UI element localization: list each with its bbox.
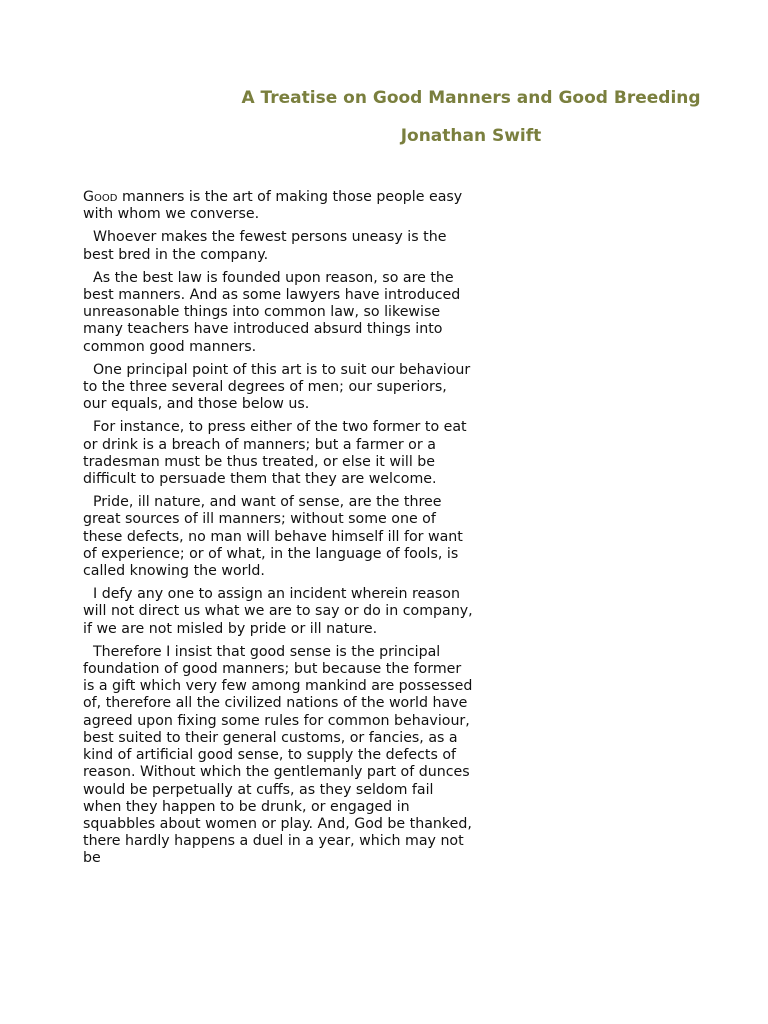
paragraph-6: Pride, ill nature, and want of sense, are the three great sources of ill manners; without some one of these defects, no man will behave himself ill for want of experience; or of what, in the language of fools, is called knowing the world. (83, 494, 463, 580)
drop-word: Good (83, 189, 118, 205)
document-title: A Treatise on Good Manners and Good Breeding (241, 88, 701, 108)
paragraph-3: As the best law is founded upon reason, so are the best manners. And as some lawyers have introduced unreasonable things into common law, so likewise many teachers have introduced absurd things into common good manners. (83, 269, 461, 355)
paragraph-2: Whoever makes the fewest persons uneasy is the best bred in the company. (83, 229, 447, 263)
paragraph-7: I defy any one to assign an incident wherein reason will not direct us what we are to say or do in company, if we are not misled by pride or ill nature. (83, 586, 473, 637)
paragraph-8: Therefore I insist that good sense is the principal foundation of good manners; but because the former is a gift which very few among mankind are possessed of, therefore all the civilized nations of the world have agreed upon fixing some rules for common behaviour, best suited to their general customs, or fancies, as a kind of artificial good sense, to supply the defects of reason. Without which the gentlemanly part of dunces would be perpetually at cuffs, as they seldom fail when they happen to be drunk, or engaged in squabbles about women or play. And, God be thanked, there hardly happens a duel in a year, which may not be (83, 643, 473, 867)
paragraph-1-text: manners is the art of making those people easy with whom we converse. (83, 189, 463, 223)
paragraph-5: For instance, to press either of the two former to eat or drink is a breach of manners; but a farmer or a tradesman must be thus treated, or else it will be difficult to persuade them that they are welcome. (83, 419, 467, 488)
document-body (83, 189, 473, 874)
document-author: Jonathan Swift (400, 126, 542, 146)
paragraph-4: One principal point of this art is to suit our behaviour to the three several degrees of men; our superiors, our equals, and those below us. (83, 361, 471, 413)
paragraph-1 (83, 189, 473, 223)
